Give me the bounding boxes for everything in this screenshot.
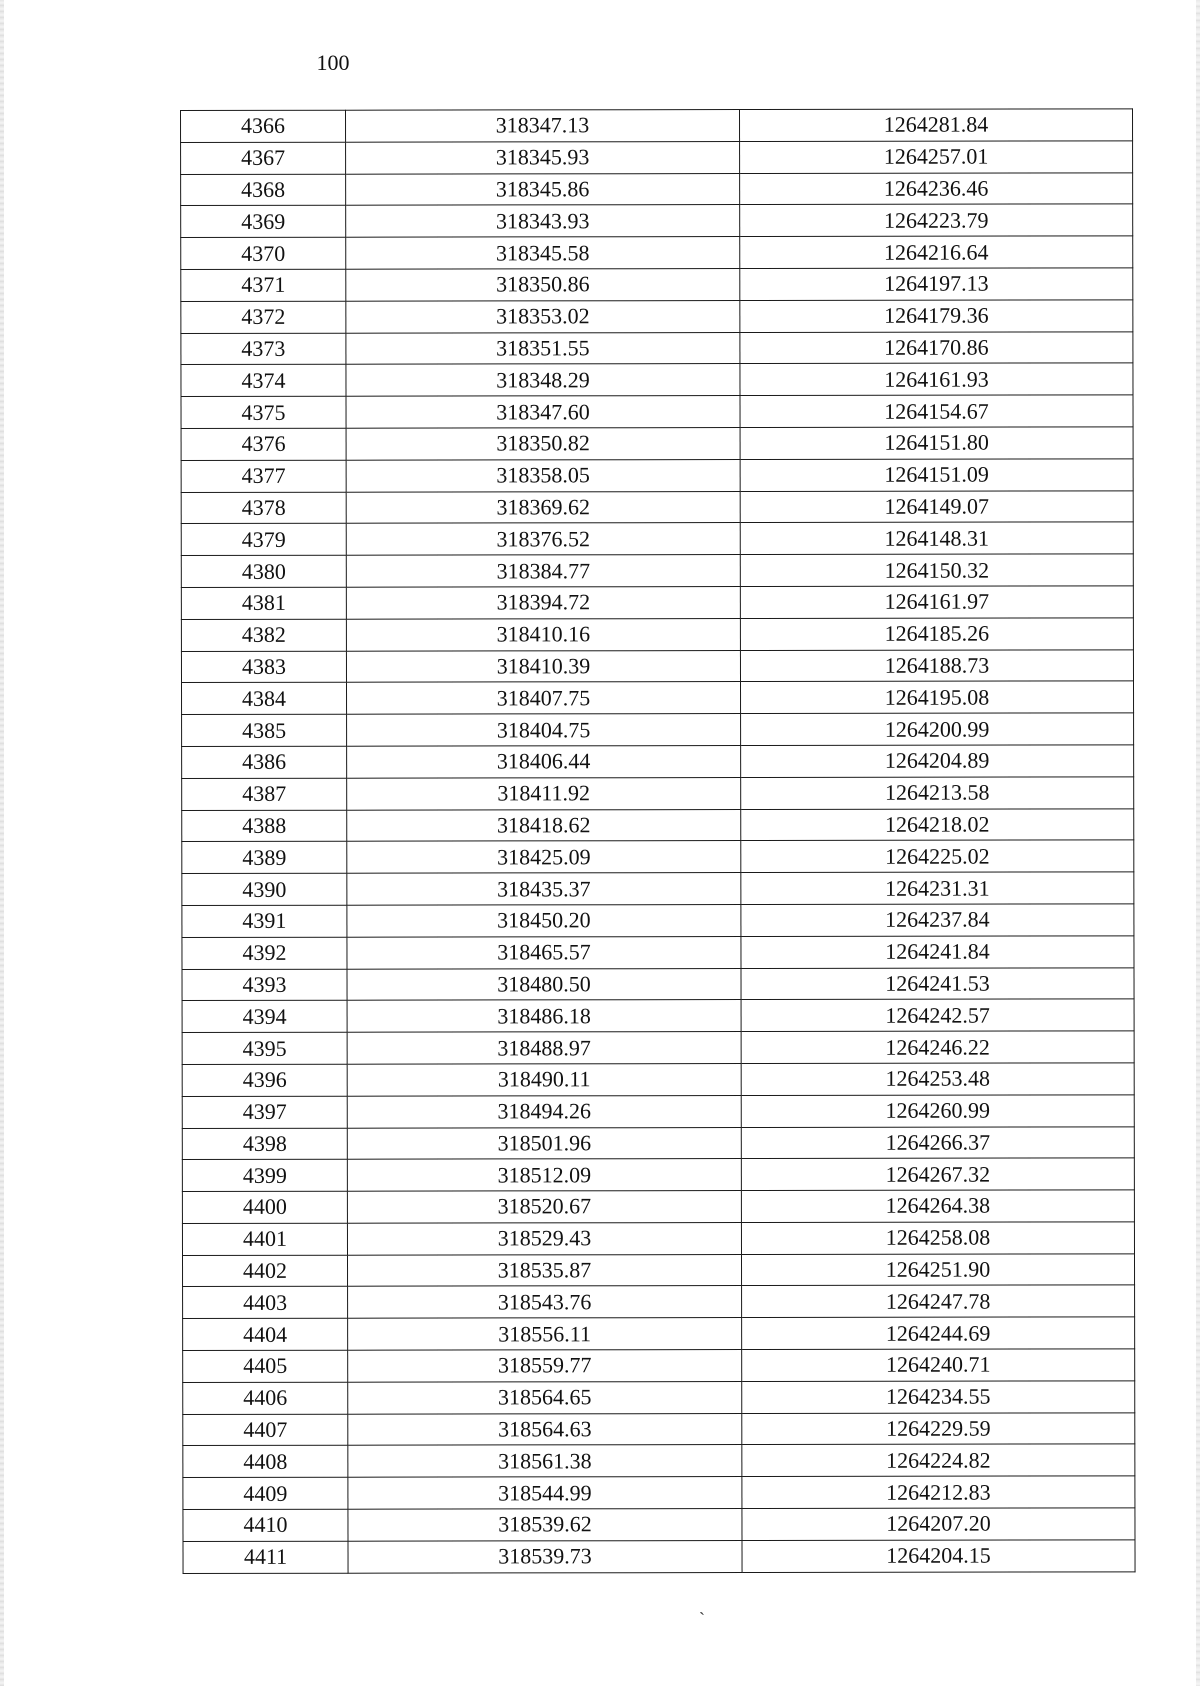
table-row — [182, 840, 1134, 873]
y-coordinate-cell: 1264242.57 — [741, 999, 1134, 1031]
table-row — [181, 236, 1133, 269]
y-coordinate-cell: 1264185.26 — [740, 618, 1133, 650]
x-coordinate-cell: 318345.58 — [346, 237, 740, 269]
point-number-cell: 4397 — [182, 1096, 347, 1128]
table-row — [183, 1444, 1135, 1477]
y-coordinate-cell: 1264281.84 — [740, 109, 1133, 141]
y-coordinate-cell: 1264267.32 — [741, 1158, 1134, 1190]
x-coordinate-cell: 318384.77 — [346, 555, 740, 587]
point-number-cell: 4377 — [181, 460, 346, 492]
point-number-cell: 4385 — [182, 714, 347, 746]
point-number-cell: 4407 — [183, 1414, 348, 1446]
y-coordinate-cell: 1264241.53 — [741, 967, 1134, 999]
point-number-cell: 4379 — [181, 524, 346, 556]
x-coordinate-cell: 318345.86 — [346, 173, 740, 205]
x-coordinate-cell: 318435.37 — [347, 873, 741, 905]
point-number-cell: 4398 — [182, 1128, 347, 1160]
x-coordinate-cell: 318410.39 — [346, 650, 740, 682]
y-coordinate-cell: 1264231.31 — [741, 872, 1134, 904]
y-coordinate-cell: 1264149.07 — [740, 490, 1133, 522]
y-coordinate-cell: 1264212.83 — [742, 1476, 1135, 1508]
y-coordinate-cell: 1264225.02 — [741, 840, 1134, 872]
y-coordinate-cell: 1264207.20 — [742, 1508, 1135, 1540]
table-row — [181, 109, 1133, 142]
point-number-cell: 4366 — [181, 110, 346, 142]
point-number-cell: 4402 — [182, 1255, 347, 1287]
table-row — [181, 172, 1133, 205]
x-coordinate-cell: 318529.43 — [347, 1222, 741, 1254]
x-coordinate-cell: 318425.09 — [347, 841, 741, 873]
point-number-cell: 4370 — [181, 237, 346, 269]
x-coordinate-cell: 318539.62 — [348, 1509, 742, 1541]
x-coordinate-cell: 318347.60 — [346, 396, 740, 428]
x-coordinate-cell: 318556.11 — [348, 1318, 742, 1350]
point-number-cell: 4386 — [182, 746, 347, 778]
page-number-text: 100 — [316, 50, 350, 75]
table-row — [183, 1381, 1135, 1414]
table-row — [183, 1317, 1135, 1350]
y-coordinate-cell: 1264179.36 — [740, 300, 1133, 332]
y-coordinate-cell: 1264234.55 — [742, 1381, 1135, 1413]
point-number-cell: 4388 — [182, 810, 347, 842]
y-coordinate-cell: 1264148.31 — [740, 522, 1133, 554]
point-number-cell: 4371 — [181, 269, 346, 301]
y-coordinate-cell: 1264260.99 — [741, 1095, 1134, 1127]
coordinate-table-body — [181, 109, 1136, 1573]
table-row — [181, 427, 1133, 460]
y-coordinate-cell: 1264197.13 — [740, 268, 1133, 300]
point-number-cell: 4381 — [181, 587, 346, 619]
point-number-cell: 4394 — [182, 1001, 347, 1033]
x-coordinate-cell: 318486.18 — [347, 1000, 741, 1032]
x-coordinate-cell: 318404.75 — [347, 714, 741, 746]
point-number-cell: 4373 — [181, 333, 346, 365]
point-number-cell: 4393 — [182, 969, 347, 1001]
x-coordinate-cell: 318543.76 — [348, 1286, 742, 1318]
point-number-cell: 4392 — [182, 937, 347, 969]
table-row — [183, 1285, 1135, 1318]
page-number — [0, 50, 1200, 76]
table-row — [181, 459, 1133, 492]
table-row — [182, 904, 1134, 937]
table-row — [182, 967, 1134, 1000]
y-coordinate-cell: 1264244.69 — [742, 1317, 1135, 1349]
point-number-cell: 4410 — [183, 1509, 348, 1541]
y-coordinate-cell: 1264216.64 — [740, 236, 1133, 268]
y-coordinate-cell: 1264200.99 — [741, 713, 1134, 745]
y-coordinate-cell: 1264224.82 — [742, 1444, 1135, 1476]
table-row — [181, 522, 1133, 555]
x-coordinate-cell: 318348.29 — [346, 364, 740, 396]
x-coordinate-cell: 318488.97 — [347, 1032, 741, 1064]
point-number-cell: 4375 — [181, 396, 346, 428]
table-row — [181, 331, 1133, 364]
y-coordinate-cell: 1264170.86 — [740, 331, 1133, 363]
table-row — [182, 1222, 1134, 1255]
table-row — [182, 1190, 1134, 1223]
x-coordinate-cell: 318351.55 — [346, 332, 740, 364]
y-coordinate-cell: 1264213.58 — [741, 777, 1134, 809]
y-coordinate-cell: 1264253.48 — [741, 1063, 1134, 1095]
table-row — [182, 1126, 1134, 1159]
point-number-cell: 4391 — [182, 905, 347, 937]
x-coordinate-cell: 318407.75 — [346, 682, 740, 714]
table-row — [181, 204, 1133, 237]
y-coordinate-cell: 1264195.08 — [740, 681, 1133, 713]
x-coordinate-cell: 318561.38 — [348, 1445, 742, 1477]
y-coordinate-cell: 1264151.09 — [740, 459, 1133, 491]
y-coordinate-cell: 1264251.90 — [741, 1254, 1134, 1286]
table-row — [182, 1254, 1134, 1287]
point-number-cell: 4380 — [181, 555, 346, 587]
point-number-cell: 4401 — [182, 1223, 347, 1255]
y-coordinate-cell: 1264236.46 — [740, 172, 1133, 204]
x-coordinate-cell: 318494.26 — [347, 1095, 741, 1127]
y-coordinate-cell: 1264258.08 — [741, 1222, 1134, 1254]
table-row — [183, 1349, 1135, 1382]
table-row — [183, 1413, 1135, 1446]
y-coordinate-cell: 1264218.02 — [741, 808, 1134, 840]
table-row — [182, 713, 1134, 746]
x-coordinate-cell: 318418.62 — [347, 809, 741, 841]
table-row — [182, 808, 1134, 841]
x-coordinate-cell: 318411.92 — [347, 777, 741, 809]
y-coordinate-cell: 1264257.01 — [740, 141, 1133, 173]
point-number-cell: 4395 — [182, 1032, 347, 1064]
y-coordinate-cell: 1264241.84 — [741, 936, 1134, 968]
x-coordinate-cell: 318564.63 — [348, 1413, 742, 1445]
y-coordinate-cell: 1264237.84 — [741, 904, 1134, 936]
y-coordinate-cell: 1264223.79 — [740, 204, 1133, 236]
y-coordinate-cell: 1264204.89 — [741, 745, 1134, 777]
scan-edge-left — [0, 0, 4, 1686]
x-coordinate-cell: 318406.44 — [347, 745, 741, 777]
point-number-cell: 4403 — [183, 1287, 348, 1319]
x-coordinate-cell: 318376.52 — [346, 523, 740, 555]
x-coordinate-cell: 318358.05 — [346, 459, 740, 491]
point-number-cell: 4406 — [183, 1382, 348, 1414]
table-row — [183, 1508, 1135, 1541]
x-coordinate-cell: 318520.67 — [347, 1191, 741, 1223]
point-number-cell: 4374 — [181, 365, 346, 397]
point-number-cell: 4399 — [182, 1160, 347, 1192]
y-coordinate-cell: 1264246.22 — [741, 1031, 1134, 1063]
table-row — [182, 745, 1134, 778]
point-number-cell: 4400 — [182, 1191, 347, 1223]
x-coordinate-cell: 318347.13 — [346, 110, 740, 142]
y-coordinate-cell: 1264266.37 — [741, 1126, 1134, 1158]
point-number-cell: 4384 — [181, 683, 346, 715]
table-row — [182, 777, 1134, 810]
point-number-cell: 4372 — [181, 301, 346, 333]
table-row — [182, 1095, 1134, 1128]
point-number-cell: 4409 — [183, 1477, 348, 1509]
y-coordinate-cell: 1264188.73 — [740, 649, 1133, 681]
table-row — [181, 554, 1133, 587]
point-number-cell: 4376 — [181, 428, 346, 460]
point-number-cell: 4411 — [183, 1541, 348, 1573]
x-coordinate-cell: 318501.96 — [347, 1127, 741, 1159]
point-number-cell: 4408 — [183, 1446, 348, 1478]
point-number-cell: 4378 — [181, 492, 346, 524]
table-row — [181, 363, 1133, 396]
x-coordinate-cell: 318535.87 — [347, 1254, 741, 1286]
table-row — [181, 586, 1133, 619]
table-row — [181, 395, 1133, 428]
y-coordinate-cell: 1264204.15 — [742, 1540, 1135, 1572]
point-number-cell: 4369 — [181, 206, 346, 238]
x-coordinate-cell: 318350.82 — [346, 427, 740, 459]
table-row — [182, 1031, 1134, 1064]
y-coordinate-cell: 1264240.71 — [742, 1349, 1135, 1381]
table-row — [181, 300, 1133, 333]
x-coordinate-cell: 318353.02 — [346, 300, 740, 332]
y-coordinate-cell: 1264264.38 — [741, 1190, 1134, 1222]
y-coordinate-cell: 1264161.97 — [740, 586, 1133, 618]
table-row — [181, 490, 1133, 523]
x-coordinate-cell: 318350.86 — [346, 269, 740, 301]
x-coordinate-cell: 318345.93 — [346, 141, 740, 173]
point-number-cell: 4404 — [183, 1318, 348, 1350]
x-coordinate-cell: 318465.57 — [347, 936, 741, 968]
x-coordinate-cell: 318369.62 — [346, 491, 740, 523]
coordinate-table — [180, 108, 1136, 1573]
table-row — [182, 872, 1134, 905]
y-coordinate-cell: 1264154.67 — [740, 395, 1133, 427]
point-number-cell: 4396 — [182, 1064, 347, 1096]
point-number-cell: 4405 — [183, 1350, 348, 1382]
x-coordinate-cell: 318450.20 — [347, 904, 741, 936]
x-coordinate-cell: 318410.16 — [346, 618, 740, 650]
stray-scan-mark: ` — [699, 1609, 705, 1629]
table-row — [181, 649, 1133, 682]
y-coordinate-cell: 1264161.93 — [740, 363, 1133, 395]
table-row — [181, 681, 1133, 714]
x-coordinate-cell: 318343.93 — [346, 205, 740, 237]
table-row — [182, 936, 1134, 969]
table-row — [181, 141, 1133, 174]
x-coordinate-cell: 318564.65 — [348, 1381, 742, 1413]
x-coordinate-cell: 318512.09 — [347, 1159, 741, 1191]
point-number-cell: 4383 — [181, 651, 346, 683]
point-number-cell: 4389 — [182, 842, 347, 874]
x-coordinate-cell: 318480.50 — [347, 968, 741, 1000]
y-coordinate-cell: 1264151.80 — [740, 427, 1133, 459]
point-number-cell: 4387 — [182, 778, 347, 810]
x-coordinate-cell: 318539.73 — [348, 1540, 742, 1572]
x-coordinate-cell: 318559.77 — [348, 1350, 742, 1382]
y-coordinate-cell: 1264150.32 — [740, 554, 1133, 586]
table-row — [182, 1158, 1134, 1191]
point-number-cell: 4368 — [181, 174, 346, 206]
scan-edge-right — [1196, 0, 1200, 1686]
y-coordinate-cell: 1264247.78 — [742, 1285, 1135, 1317]
x-coordinate-cell: 318490.11 — [347, 1063, 741, 1095]
y-coordinate-cell: 1264229.59 — [742, 1413, 1135, 1445]
table-row — [182, 999, 1134, 1032]
table-row — [183, 1540, 1135, 1573]
point-number-cell: 4390 — [182, 873, 347, 905]
table-row — [181, 618, 1133, 651]
x-coordinate-cell: 318544.99 — [348, 1477, 742, 1509]
table-row — [182, 1063, 1134, 1096]
point-number-cell: 4382 — [181, 619, 346, 651]
point-number-cell: 4367 — [181, 142, 346, 174]
x-coordinate-cell: 318394.72 — [346, 586, 740, 618]
table-row — [181, 268, 1133, 301]
table-row — [183, 1476, 1135, 1509]
